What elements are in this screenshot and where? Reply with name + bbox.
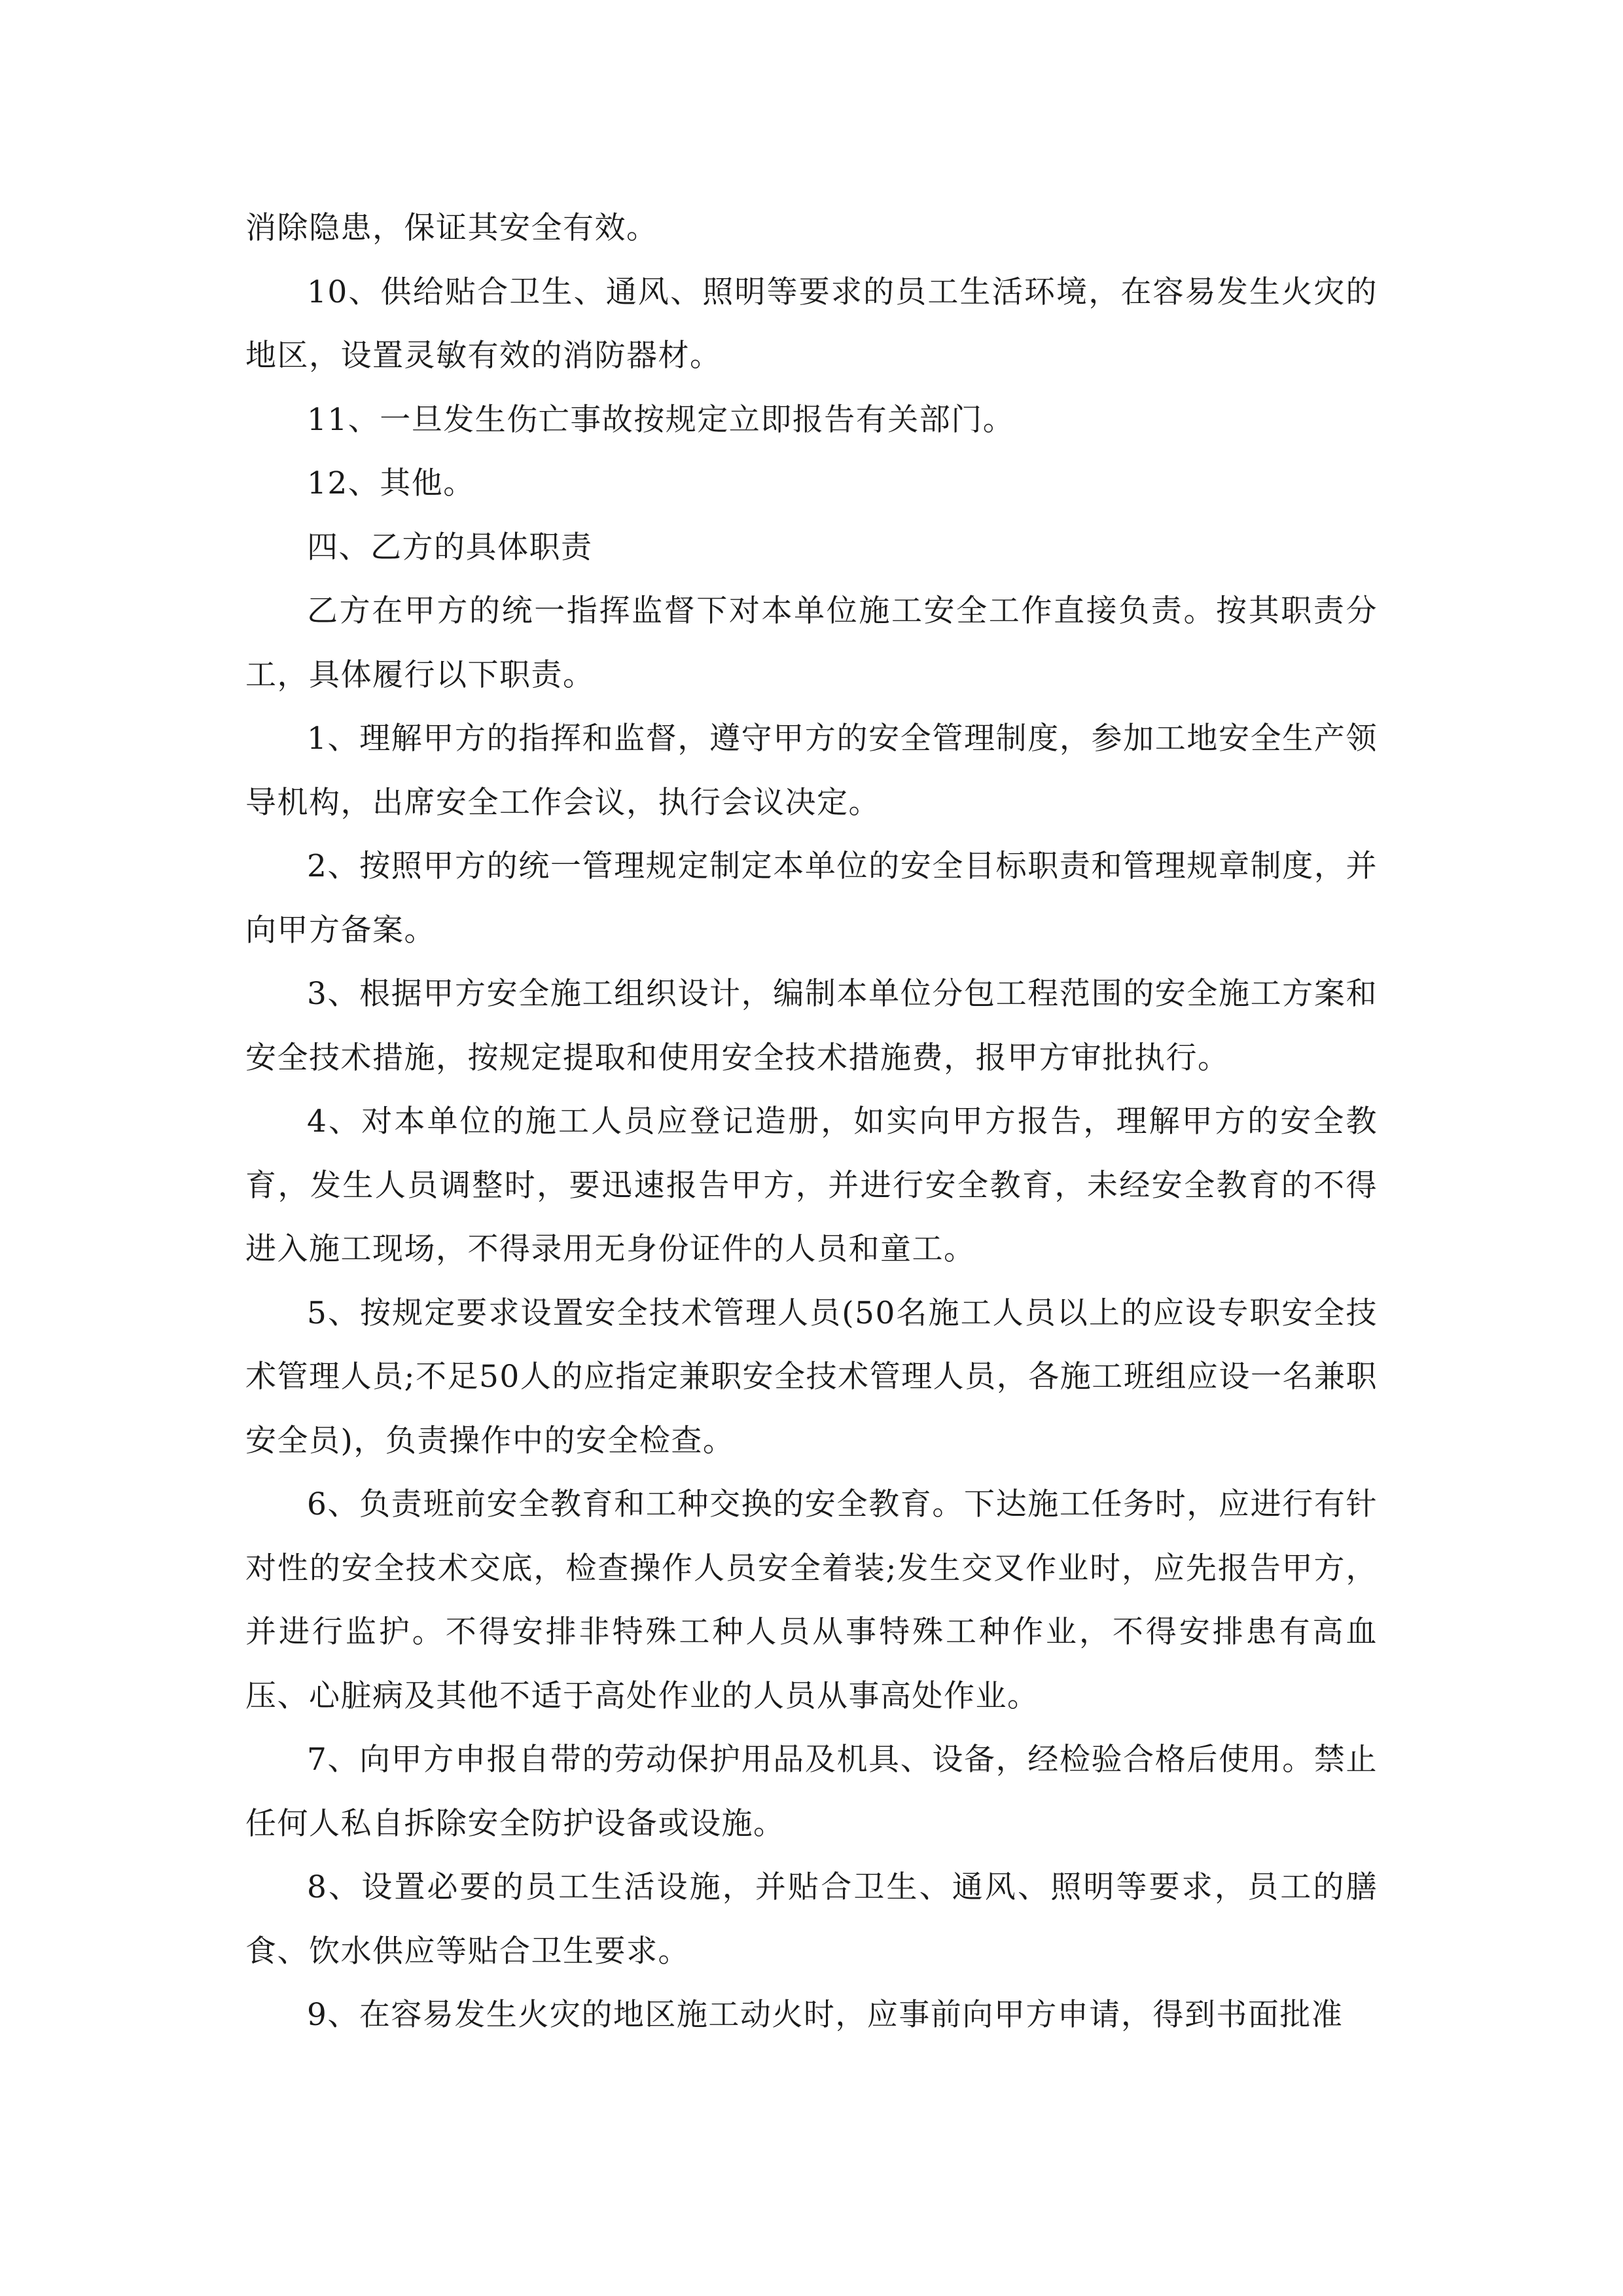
paragraph: 消除隐患，保证其安全有效。 — [245, 210, 658, 246]
paragraph: 9、在容易发生火灾的地区施工动火时，应事前向甲方申请，得到书面批准 — [307, 1997, 1344, 2033]
paragraph: 7、向甲方申报自带的劳动保护用品及机具、设备，经检验合格后使用。禁止任何人私自拆除安全防护设备或设施。 — [245, 1742, 1378, 1842]
paragraph: 10、供给贴合卫生、通风、照明等要求的员工生活环境，在容易发生火灾的地区，设置灵敏有效的消防器材。 — [245, 274, 1378, 374]
paragraph: 8、设置必要的员工生活设施，并贴合卫生、通风、照明等要求，员工的膳食、饮水供应等贴合卫生要求。 — [245, 1869, 1378, 1969]
paragraph: 2、按照甲方的统一管理规定制定本单位的安全目标职责和管理规章制度，并向甲方备案。 — [245, 848, 1378, 948]
paragraph: 4、对本单位的施工人员应登记造册，如实向甲方报告，理解甲方的安全教育，发生人员调整时，要迅速报告甲方，并进行安全教育，未经安全教育的不得进入施工现场，不得录用无身份证件的人员和童工。 — [245, 1103, 1378, 1267]
document-body — [245, 196, 1378, 2047]
paragraph: 11、一旦发生伤亡事故按规定立即报告有关部门。 — [307, 401, 1015, 438]
section-heading: 四、乙方的具体职责 — [307, 529, 593, 565]
paragraph: 3、根据甲方安全施工组织设计，编制本单位分包工程范围的安全施工方案和安全技术措施，按规定提取和使用安全技术措施费，报甲方审批执行。 — [245, 976, 1378, 1076]
paragraph: 1、理解甲方的指挥和监督，遵守甲方的安全管理制度，参加工地安全生产领导机构，出席安全工作会议，执行会议决定。 — [245, 721, 1378, 821]
paragraph: 6、负责班前安全教育和工种交换的安全教育。下达施工任务时，应进行有针对性的安全技术交底，检查操作人员安全着装;发生交叉作业时，应先报告甲方，并进行监护。不得安排非特殊工种人员从事特殊工种作业，不得安排患有高血压、心脏病及其他不适于高处作业的人员从事高处作业。 — [245, 1486, 1378, 1714]
paragraph: 5、按规定要求设置安全技术管理人员(50名施工人员以上的应设专职安全技术管理人员;不足50人的应指定兼职安全技术管理人员，各施工班组应设一名兼职安全员)，负责操作中的安全检查。 — [245, 1295, 1378, 1459]
paragraph: 12、其他。 — [307, 465, 475, 501]
paragraph: 乙方在甲方的统一指挥监督下对本单位施工安全工作直接负责。按其职责分工，具体履行以下职责。 — [245, 593, 1378, 693]
